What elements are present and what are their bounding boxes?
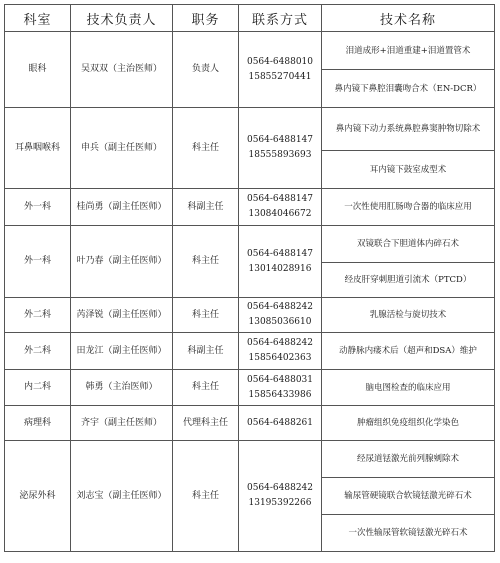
title-cell: 科主任	[173, 226, 239, 298]
dept-cell: 外二科	[5, 333, 71, 370]
phone: 0564-6488147	[246, 135, 314, 145]
dept-cell: 眼科	[5, 32, 71, 108]
header-lead: 技术负责人	[71, 5, 173, 32]
contact-cell	[239, 298, 322, 333]
mobile: 15855270441	[248, 71, 312, 82]
tech-cell: 一次性使用肛肠吻合器的临床应用	[322, 189, 495, 226]
table-row	[5, 189, 495, 226]
mobile: 15856402363	[248, 353, 312, 363]
mobile: 15856433986	[248, 389, 312, 400]
contact-cell	[239, 441, 322, 552]
mobile: 18555893693	[248, 150, 312, 160]
tech-directory-table	[4, 4, 495, 552]
header-title: 职务	[173, 5, 239, 32]
dept-cell: 内二科	[5, 370, 71, 406]
tech-cell: 鼻内镜下鼻腔泪囊吻合术（EN-DCR）	[322, 70, 495, 108]
contact-cell	[239, 333, 322, 370]
lead-cell: 田龙江（副主任医师）	[71, 333, 173, 370]
dept-cell: 外一科	[5, 226, 71, 298]
tech-cell: 肿瘤组织免疫组织化学染色	[322, 406, 495, 441]
phone: 0564-6488010	[246, 56, 314, 67]
tech-cell: 经皮肝穿刺胆道引流术（PTCD）	[322, 263, 495, 298]
phone: 0564-6488147	[246, 194, 314, 204]
tech-cell: 耳内镜下鼓室成型术	[322, 151, 495, 189]
table-row	[5, 226, 495, 263]
dept-cell: 耳鼻咽喉科	[5, 108, 71, 189]
contact-cell	[239, 108, 322, 189]
lead-cell: 齐宇（副主任医师）	[71, 406, 173, 441]
table-row	[5, 441, 495, 478]
tech-cell: 一次性输尿管软镜铥激光碎石术	[322, 515, 495, 552]
phone: 0564-6488242	[246, 338, 314, 348]
title-cell: 代理科主任	[173, 406, 239, 441]
phone: 0564-6488242	[246, 302, 314, 312]
lead-cell: 叶乃春（副主任医师）	[71, 226, 173, 298]
contact-cell	[239, 226, 322, 298]
table-body	[5, 32, 495, 552]
title-cell: 科主任	[173, 370, 239, 406]
contact-cell	[239, 370, 322, 406]
mobile: 13014028916	[248, 263, 312, 274]
contact-cell	[239, 32, 322, 108]
dept-cell: 泌尿外科	[5, 441, 71, 552]
lead-cell: 芮泽锐（副主任医师）	[71, 298, 173, 333]
tech-cell: 鼻内镜下动力系统鼻腔鼻窦肿物切除术	[322, 108, 495, 151]
header-row	[5, 5, 495, 32]
tech-cell: 泪道成形+泪道重建+泪道置管术	[322, 32, 495, 70]
mobile: 13084046672	[248, 209, 312, 219]
table-row	[5, 32, 495, 70]
table-row	[5, 333, 495, 370]
tech-cell: 经尿道铥激光前列腺剜除术	[322, 441, 495, 478]
title-cell: 科副主任	[173, 189, 239, 226]
phone: 0564-6488147	[246, 248, 314, 259]
table-row	[5, 108, 495, 151]
tech-cell: 动静脉内瘘术后（超声和DSA）维护	[322, 333, 495, 370]
phone: 0564-6488031	[246, 374, 314, 385]
tech-cell: 输尿管硬镜联合软镜铥激光碎石术	[322, 478, 495, 515]
table-row	[5, 370, 495, 406]
mobile: 13085036610	[248, 317, 312, 327]
mobile: 13195392266	[248, 498, 312, 508]
tech-cell: 双镜联合下胆道体内碎石术	[322, 226, 495, 263]
phone: 0564-6488261	[246, 417, 314, 428]
phone: 0564-6488242	[246, 483, 314, 493]
lead-cell: 桂尚勇（副主任医师）	[71, 189, 173, 226]
dept-cell: 外二科	[5, 298, 71, 333]
table-row	[5, 406, 495, 441]
title-cell: 负责人	[173, 32, 239, 108]
title-cell: 科主任	[173, 108, 239, 189]
header-tech: 技术名称	[322, 5, 495, 32]
title-cell: 科主任	[173, 441, 239, 552]
contact-cell	[239, 189, 322, 226]
header-dept: 科室	[5, 5, 71, 32]
tech-cell: 脑电图检查的临床应用	[322, 370, 495, 406]
table-row	[5, 298, 495, 333]
title-cell: 科主任	[173, 298, 239, 333]
lead-cell: 韩勇（主治医师）	[71, 370, 173, 406]
tech-cell: 乳腺活检与旋切技术	[322, 298, 495, 333]
dept-cell: 外一科	[5, 189, 71, 226]
lead-cell: 吴双双（主治医师）	[71, 32, 173, 108]
lead-cell: 刘志宝（副主任医师）	[71, 441, 173, 552]
title-cell: 科副主任	[173, 333, 239, 370]
lead-cell: 申兵（副主任医师）	[71, 108, 173, 189]
contact-cell	[239, 406, 322, 441]
dept-cell: 病理科	[5, 406, 71, 441]
header-contact: 联系方式	[239, 5, 322, 32]
